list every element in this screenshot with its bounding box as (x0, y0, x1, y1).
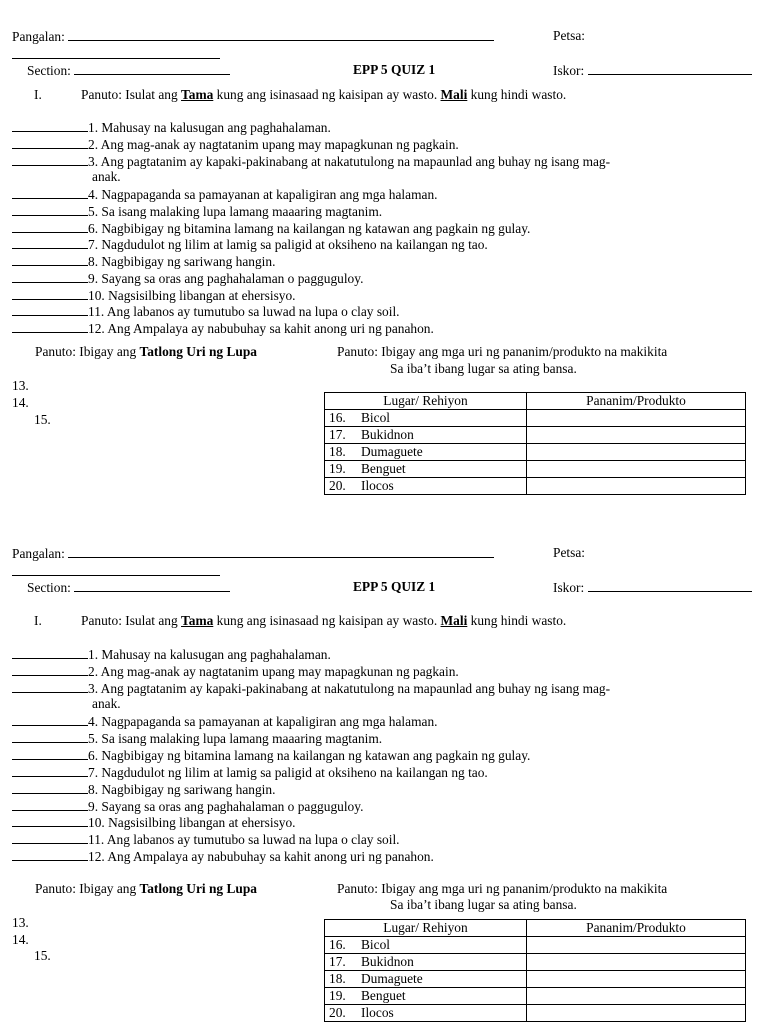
name-field-continuation[interactable] (12, 563, 220, 580)
answer-blank[interactable] (12, 236, 88, 249)
answer-cell[interactable] (527, 988, 746, 1005)
part3-instruction-line1: Panuto: Ibigay ang mga uri ng pananim/produkto na makikita (337, 344, 668, 359)
list-item: 10. Nagsisilbing libangan at ehersisyo. (12, 287, 296, 304)
answer-blank[interactable] (12, 781, 88, 794)
list-item: 4. Nagpapaganda sa pamayanan at kapaligiran ang mga halaman. (12, 186, 438, 203)
part2-instruction: Panuto: Ibigay ang Tatlong Uri ng Lupa (35, 344, 257, 359)
part3-instruction-line2: Sa iba’t ibang lugar sa ating bansa. (390, 361, 577, 376)
column-header: Lugar/ Rehiyon (325, 920, 527, 937)
column-header: Pananim/Produkto (527, 393, 746, 410)
answer-cell[interactable] (527, 937, 746, 954)
column-header: Lugar/ Rehiyon (325, 393, 527, 410)
answer-blank[interactable] (12, 764, 88, 777)
table-header-row (325, 393, 746, 410)
answer-blank[interactable] (12, 186, 88, 199)
list-item: 6. Nagbibigay ng bitamina lamang na kailangan ng katawan ang pagkain ng gulay. (12, 747, 530, 764)
table-row: 16. Bicol (325, 937, 746, 954)
section-label: Section: (27, 580, 71, 595)
page-title: EPP 5 QUIZ 1 (353, 579, 436, 594)
part3-instruction-line2: Sa iba’t ibang lugar sa ating bansa. (390, 897, 577, 912)
list-item: 5. Sa isang malaking lupa lamang maaaring magtanim. (12, 203, 382, 220)
score-field[interactable] (588, 579, 752, 592)
table-header-row (325, 920, 746, 937)
section-row (27, 62, 230, 79)
list-item: 1. Mahusay na kalusugan ang paghahalaman. (12, 119, 331, 136)
list-item: 12. Ang Ampalaya ay nabubuhay sa kahit anong uri ng panahon. (12, 848, 434, 865)
answer-cell[interactable] (527, 444, 746, 461)
table-row: 20. Ilocos (325, 1005, 746, 1022)
score-label: Iskor: (553, 63, 585, 78)
list-item: 9. Sayang sa oras ang paghahalaman o pagguguloy. (12, 798, 363, 815)
item3-continuation: anak. (92, 169, 121, 184)
answer-blank[interactable] (12, 220, 88, 233)
name-field-continuation[interactable] (12, 46, 220, 63)
table-row: 16. Bicol (325, 410, 746, 427)
section-field[interactable] (74, 62, 230, 75)
answer-blank[interactable] (12, 680, 88, 693)
part3-instruction-line1: Panuto: Ibigay ang mga uri ng pananim/produkto na makikita (337, 881, 668, 896)
list-item: 3. Ang pagtatanim ay kapaki-pakinabang at nakatutulong na mapaunlad ang buhay ng isang mag- (12, 153, 610, 170)
score-label: Iskor: (553, 580, 585, 595)
answer-blank[interactable] (12, 730, 88, 743)
section-field[interactable] (74, 579, 230, 592)
list-item: 7. Nagdudulot ng lilim at lamig sa paligid at oksiheno na kailangan ng tao. (12, 764, 488, 781)
list-item: 12. Ang Ampalaya ay nabubuhay sa kahit anong uri ng panahon. (12, 320, 434, 337)
list-item: 10. Nagsisilbing libangan at ehersisyo. (12, 814, 296, 831)
answer-number: 13. (12, 915, 29, 930)
answer-blank[interactable] (12, 848, 88, 861)
answer-cell[interactable] (527, 1005, 746, 1022)
answer-number: 14. (12, 395, 29, 410)
answer-cell[interactable] (527, 461, 746, 478)
list-item: 11. Ang labanos ay tumutubo sa luwad na lupa o clay soil. (12, 831, 400, 848)
answer-blank[interactable] (12, 253, 88, 266)
quiz-sheet-top (0, 0, 768, 500)
list-item: 6. Nagbibigay ng bitamina lamang na kailangan ng katawan ang pagkain ng gulay. (12, 220, 530, 237)
answer-number: 14. (12, 932, 29, 947)
answer-cell[interactable] (527, 427, 746, 444)
table-row: 19. Benguet (325, 988, 746, 1005)
list-item: 11. Ang labanos ay tumutubo sa luwad na lupa o clay soil. (12, 303, 400, 320)
answer-blank[interactable] (12, 270, 88, 283)
name-field[interactable] (68, 545, 494, 558)
list-item: 9. Sayang sa oras ang paghahalaman o pagguguloy. (12, 270, 363, 287)
answer-blank[interactable] (12, 287, 88, 300)
answer-blank[interactable] (12, 320, 88, 333)
answer-blank[interactable] (12, 646, 88, 659)
list-item: 3. Ang pagtatanim ay kapaki-pakinabang at nakatutulong na mapaunlad ang buhay ng isang mag- (12, 680, 610, 697)
column-header: Pananim/Produkto (527, 920, 746, 937)
answer-blank[interactable] (12, 831, 88, 844)
answer-blank[interactable] (12, 153, 88, 166)
list-item: 2. Ang mag-anak ay nagtatanim upang may mapagkunan ng pagkain. (12, 663, 459, 680)
answer-blank[interactable] (12, 814, 88, 827)
part1-instruction: Panuto: Isulat ang Tama kung ang isinasaad ng kaisipan ay wasto. Mali kung hindi wasto. (81, 87, 567, 102)
answer-cell[interactable] (527, 410, 746, 427)
table-row: 20. Ilocos (325, 478, 746, 495)
score-row (553, 579, 752, 596)
table-row: 18. Dumaguete (325, 444, 746, 461)
date-label: Petsa: (553, 28, 585, 43)
list-item: 4. Nagpapaganda sa pamayanan at kapaligiran ang mga halaman. (12, 713, 438, 730)
answer-blank[interactable] (12, 303, 88, 316)
item3-continuation: anak. (92, 696, 121, 711)
list-item: 5. Sa isang malaking lupa lamang maaaring magtanim. (12, 730, 382, 747)
answer-number: 15. (34, 412, 51, 427)
score-field[interactable] (588, 62, 752, 75)
page-title: EPP 5 QUIZ 1 (353, 62, 436, 77)
part1-roman: I. (34, 87, 42, 102)
part2-instruction: Panuto: Ibigay ang Tatlong Uri ng Lupa (35, 881, 257, 896)
list-item: 1. Mahusay na kalusugan ang paghahalaman. (12, 646, 331, 663)
list-item: 7. Nagdudulot ng lilim at lamig sa paligid at oksiheno na kailangan ng tao. (12, 236, 488, 253)
score-row (553, 62, 752, 79)
answer-blank[interactable] (12, 713, 88, 726)
answer-blank[interactable] (12, 203, 88, 216)
region-product-table (324, 392, 746, 495)
name-label: Pangalan: (12, 546, 65, 561)
answer-blank[interactable] (12, 663, 88, 676)
answer-cell[interactable] (527, 954, 746, 971)
answer-blank[interactable] (12, 119, 88, 132)
answer-number: 13. (12, 378, 29, 393)
part1-instruction: Panuto: Isulat ang Tama kung ang isinasaad ng kaisipan ay wasto. Mali kung hindi wasto. (81, 613, 567, 628)
answer-blank[interactable] (12, 136, 88, 149)
list-item: 2. Ang mag-anak ay nagtatanim upang may mapagkunan ng pagkain. (12, 136, 459, 153)
answer-cell[interactable] (527, 971, 746, 988)
name-row (12, 28, 494, 45)
table-row: 17. Bukidnon (325, 427, 746, 444)
section-label: Section: (27, 63, 71, 78)
answer-blank[interactable] (12, 798, 88, 811)
section-row (27, 579, 230, 596)
date-label: Petsa: (553, 545, 585, 560)
list-item: 8. Nagbibigay ng sariwang hangin. (12, 781, 275, 798)
name-label: Pangalan: (12, 29, 65, 44)
region-product-table (324, 919, 746, 1022)
answer-cell[interactable] (527, 478, 746, 495)
quiz-sheet-bottom (0, 524, 768, 1024)
table-row: 18. Dumaguete (325, 971, 746, 988)
name-row (12, 545, 494, 562)
table-row: 17. Bukidnon (325, 954, 746, 971)
part1-roman: I. (34, 613, 42, 628)
name-field[interactable] (68, 28, 494, 41)
answer-blank[interactable] (12, 747, 88, 760)
table-row: 19. Benguet (325, 461, 746, 478)
list-item: 8. Nagbibigay ng sariwang hangin. (12, 253, 275, 270)
answer-number: 15. (34, 948, 51, 963)
